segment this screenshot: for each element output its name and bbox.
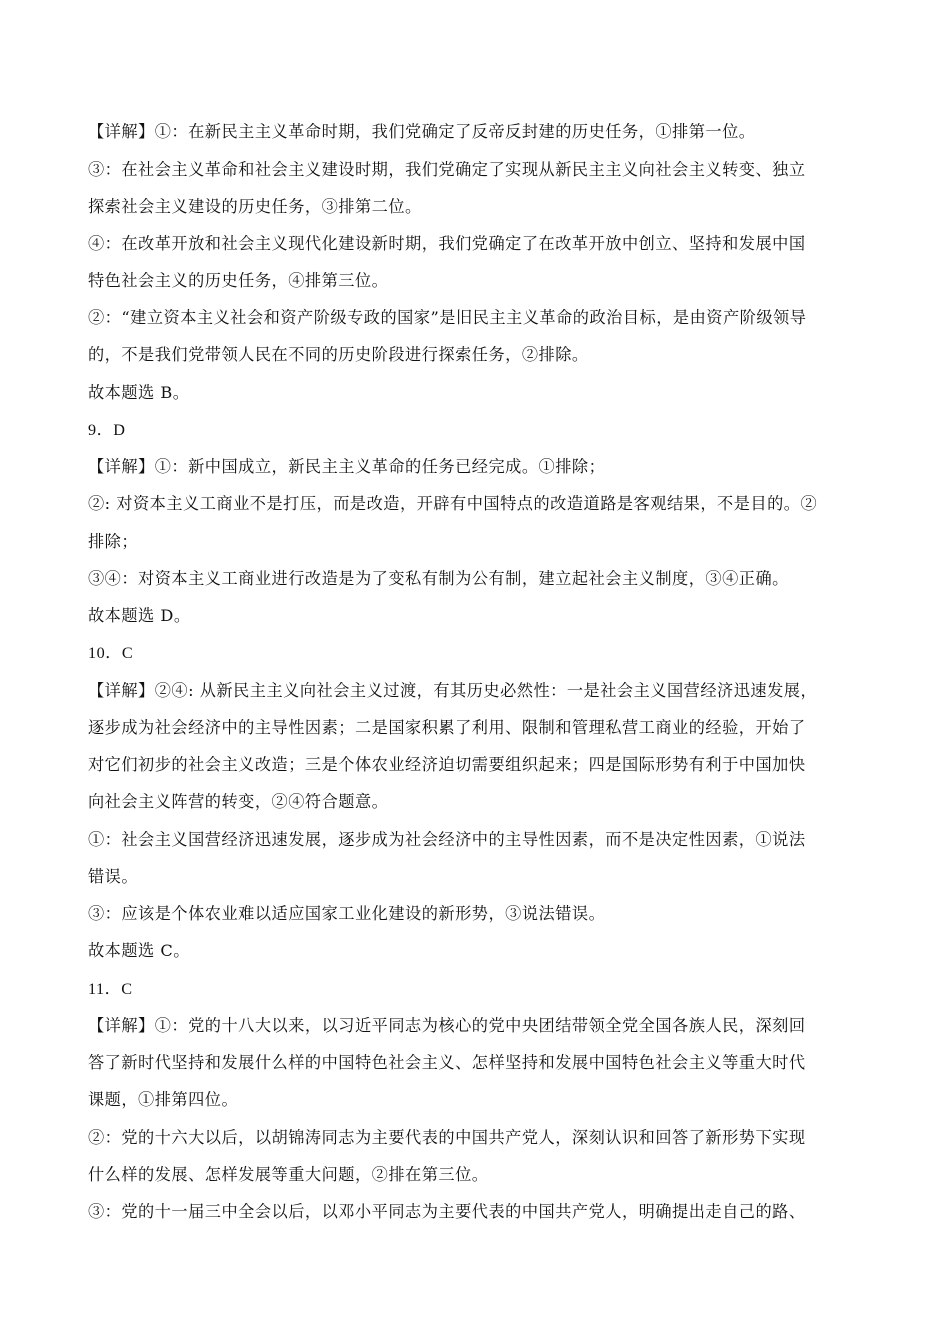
- text-line: 的，不是我们党带领人民在不同的历史阶段进行探索任务，②排除。: [88, 345, 589, 364]
- text-line: ②: 对资本主义工商业不是打压，而是改造，开辟有中国特点的改造道路是客观结果，不是目的。②: [88, 494, 818, 513]
- text-line: 故本题选 D。: [88, 606, 191, 625]
- text-line: 【详解】①：党的十八大以来，以习近平同志为核心的党中央团结带领全党全国各族人民，深刻回: [88, 1016, 806, 1035]
- text-line: 向社会主义阵营的转变，②④符合题意。: [88, 792, 389, 811]
- text-line: 故本题选 B。: [88, 383, 190, 402]
- text-line: 逐步成为社会经济中的主导性因素；二是国家积累了利用、限制和管理私营工商业的经验，开始了: [88, 718, 806, 737]
- text-line: 【详解】①：在新民主主义革命时期，我们党确定了反帝反封建的历史任务，①排第一位。: [88, 122, 756, 141]
- answer-heading: 9．D: [88, 421, 126, 439]
- text-line: ④：在改革开放和社会主义现代化建设新时期，我们党确定了在改革开放中创立、坚持和发展中国: [88, 234, 806, 253]
- text-line: 答了新时代坚持和发展什么样的中国特色社会主义、怎样坚持和发展中国特色社会主义等重大时代: [88, 1053, 806, 1072]
- text-line: ①：社会主义国营经济迅速发展，逐步成为社会经济中的主导性因素，而不是决定性因素，①说法: [88, 830, 806, 849]
- text-line: 课题，①排第四位。: [88, 1090, 239, 1109]
- text-line: ②：党的十六大以后，以胡锦涛同志为主要代表的中国共产党人，深刻认识和回答了新形势下实现: [88, 1128, 806, 1147]
- text-line: ③④：对资本主义工商业进行改造是为了变私有制为公有制，建立起社会主义制度，③④正确。: [88, 569, 789, 588]
- text-line: 探索社会主义建设的历史任务，③排第二位。: [88, 197, 422, 216]
- text-line: ②：“建立资本主义社会和资产阶级专政的国家”是旧民主主义革命的政治目标，是由资产阶级领导: [88, 308, 807, 327]
- text-line: 【详解】①：新中国成立，新民主主义革命的任务已经完成。①排除；: [88, 457, 606, 476]
- text-line: ③：在社会主义革命和社会主义建设时期，我们党确定了实现从新民主主义向社会主义转变、独立: [88, 160, 806, 179]
- text-line: 故本题选 C。: [88, 941, 190, 960]
- text-line: ③：党的十一届三中全会以后，以邓小平同志为主要代表的中国共产党人，明确提出走自己的路、: [88, 1202, 806, 1221]
- text-line: 错误。: [88, 867, 139, 886]
- text-line: 特色社会主义的历史任务，④排第三位。: [88, 271, 389, 290]
- text-line: ③：应该是个体农业难以适应国家工业化建设的新形势，③说法错误。: [88, 904, 606, 923]
- text-line: 对它们初步的社会主义改造；三是个体农业经济迫切需要组织起来；四是国际形势有利于中国加快: [88, 755, 806, 774]
- text-line: 排除；: [88, 532, 139, 551]
- text-line: 【详解】②④: 从新民主主义向社会主义过渡，有其历史必然性：一是社会主义国营经济迅速发展，: [88, 681, 818, 700]
- answer-heading: 10．C: [88, 644, 134, 662]
- answer-heading: 11．C: [88, 980, 133, 998]
- text-line: 什么样的发展、怎样发展等重大问题，②排在第三位。: [88, 1165, 489, 1184]
